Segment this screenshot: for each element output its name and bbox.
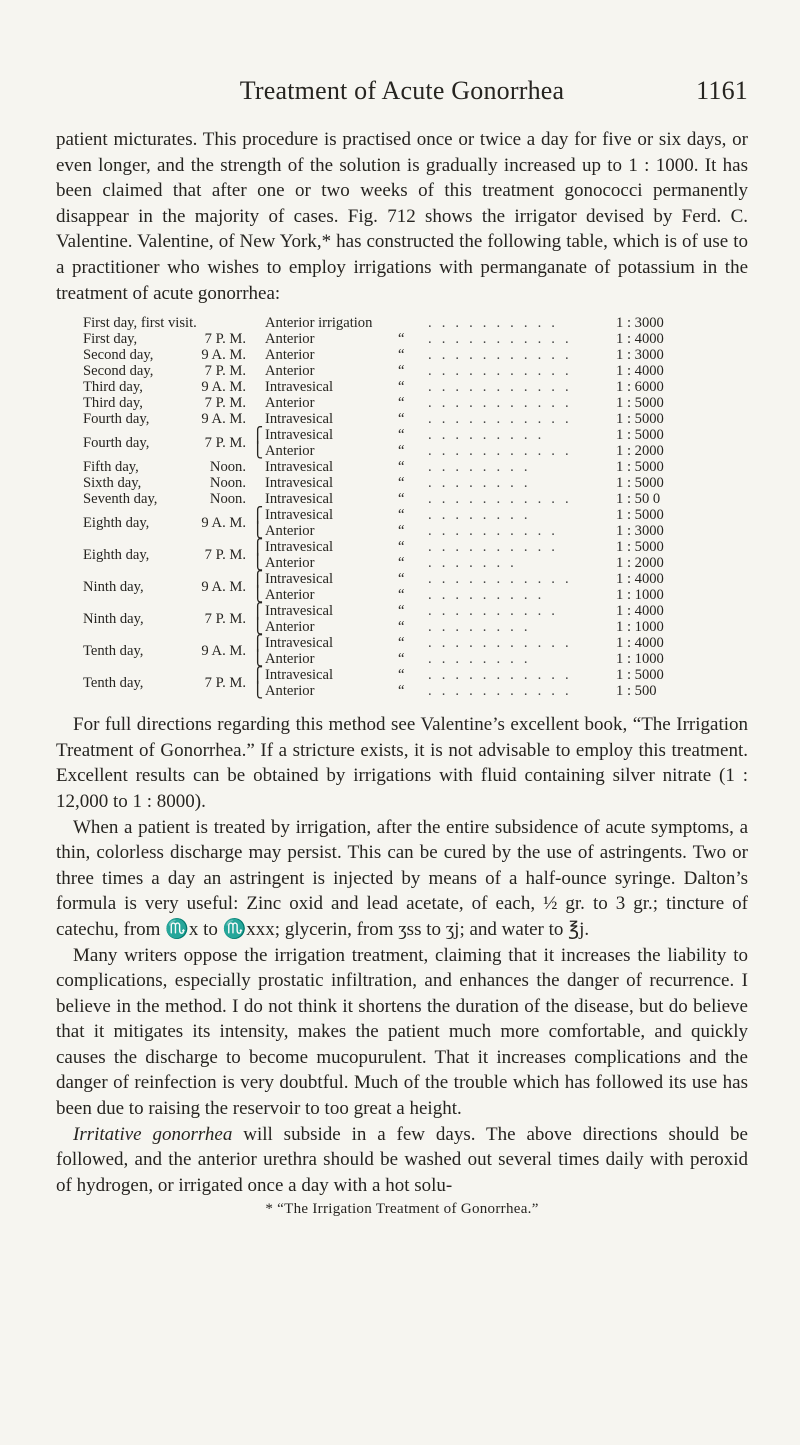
ditto-mark: “ — [398, 379, 405, 396]
route-label: Anterior — [265, 395, 315, 412]
body-paragraph: When a patient is treated by irrigation, after the entire subsidence of acute symptoms, a thin, colorless discharge may persist. This can be cured by the use of astringents. Two or three times a day an astringent is injected by means of a half-ounce syringe. Dalton’s formula is very useful: Zinc oxid and lead acetate, of each, ½ gr. to 3 gr.; tincture of catechu, from ♏x to ♏xxx; glycerin, from ʒss to ʒj; and water to ℥j. — [56, 816, 748, 940]
leader-dots: . . . . . . . . . . . . . . . . . . . — [428, 636, 572, 667]
leader-dots: . . . . . . . . . . . — [428, 492, 572, 508]
route-label: Intravesical — [265, 475, 334, 492]
ditto-mark: “ — [398, 411, 405, 428]
book-page — [56, 76, 748, 1218]
day-label: Seventh day, — [83, 491, 158, 508]
strength-ratio: 1 : 4000 1 : 1000 — [616, 603, 664, 635]
time-label: 7 P. M. — [204, 395, 246, 412]
time-label: 9 A. M. — [201, 579, 246, 596]
day-label: Eighth day, — [83, 515, 150, 532]
ditto-mark: “ “ — [398, 507, 405, 539]
leader-dots: . . . . . . . . . . — [428, 316, 559, 332]
route-label: Intravesical — [265, 459, 334, 476]
brace-glyph: ⎧ ⎩ — [252, 604, 264, 636]
ditto-mark: “ — [398, 331, 405, 348]
ditto-mark: “ “ — [398, 603, 405, 635]
leader-dots: . . . . . . . . . . . . . . . . . . — [428, 508, 559, 539]
route-label: Intravesical Anterior — [265, 571, 334, 603]
day-label: Sixth day, — [83, 475, 142, 492]
table-row — [56, 508, 748, 540]
day-label: First day, first visit. — [83, 315, 197, 332]
brace-glyph: ⎧ ⎩ — [252, 540, 264, 572]
strength-ratio: 1 : 5000 1 : 2000 — [616, 539, 664, 571]
table-row — [56, 348, 748, 364]
time-label: 7 P. M. — [204, 547, 246, 564]
strength-ratio: 1 : 4000 1 : 1000 — [616, 571, 664, 603]
route-label: Intravesical Anterior — [265, 427, 334, 459]
time-label: 7 P. M. — [204, 363, 246, 380]
italic-lead: Irritative gonorrhea — [73, 1123, 233, 1145]
ditto-mark: “ “ — [398, 635, 405, 667]
strength-ratio: 1 : 5000 — [616, 475, 664, 492]
leader-dots: . . . . . . . . . . . . . . . . . . . . — [428, 428, 572, 459]
table-row — [56, 636, 748, 668]
table-row — [56, 492, 748, 508]
table-row — [56, 572, 748, 604]
brace-glyph: ⎧ ⎩ — [252, 636, 264, 668]
footnote: * “The Irrigation Treatment of Gonorrhea.” — [265, 1201, 539, 1218]
day-label: Ninth day, — [83, 611, 144, 628]
brace-glyph: ⎧ ⎩ — [252, 428, 264, 460]
time-label: Noon. — [209, 491, 246, 508]
route-label: Intravesical — [265, 491, 334, 508]
strength-ratio: 1 : 5000 1 : 500 — [616, 667, 664, 699]
route-label: Intravesical Anterior — [265, 667, 334, 699]
ditto-mark: “ — [398, 363, 405, 380]
leader-dots: . . . . . . . . . . . — [428, 348, 572, 364]
table-row — [56, 364, 748, 380]
table-row — [56, 604, 748, 636]
time-label: 7 P. M. — [204, 611, 246, 628]
time-label: 9 A. M. — [201, 347, 246, 364]
time-label: 7 P. M. — [204, 435, 246, 452]
strength-ratio: 1 : 5000 — [616, 459, 664, 476]
time-label: Noon. — [209, 459, 246, 476]
day-label: Tenth day, — [83, 675, 144, 692]
day-label: Ninth day, — [83, 579, 144, 596]
table-row — [56, 396, 748, 412]
ditto-mark: “ — [398, 459, 405, 476]
paragraph-text: will subside in a few days. The above directions should be followed, and the anterior urethra should be washed out several times daily with peroxid of hydrogen, or irrigated once a day with a hot solu- — [56, 1123, 748, 1196]
table-row — [56, 668, 748, 700]
page-number: 1161 — [696, 76, 748, 105]
strength-ratio: 1 : 3000 — [616, 347, 664, 364]
body-paragraph: Many writers oppose the irrigation treatment, claiming that it increases the liability to complications, especially prostatic infiltration, and enhances the danger of recurrence. I believe in the method. I do not think it shortens the duration of the disease, but do believe that it mitigates its intensity, makes the patient much more comfortable, and quickly causes the discharge to become mucopurulent. That it increases complications and the danger of reinfection is very doubtful. Much of the trouble which has followed its use has been due to raising the reservoir to too great a height. — [56, 944, 748, 1120]
time-label: 9 A. M. — [201, 515, 246, 532]
strength-ratio: 1 : 3000 — [616, 315, 664, 332]
time-label: 7 P. M. — [204, 331, 246, 348]
leader-dots: . . . . . . . . — [428, 460, 531, 476]
body-paragraph — [56, 1122, 748, 1199]
day-label: Second day, — [83, 347, 154, 364]
route-label: Intravesical Anterior — [265, 635, 334, 667]
table-row — [56, 380, 748, 396]
table-row — [56, 460, 748, 476]
day-label: Second day, — [83, 363, 154, 380]
leader-dots: . . . . . . . . . . . — [428, 364, 572, 380]
leader-dots: . . . . . . . . . . . . . . . . . . . . . . — [428, 668, 572, 699]
time-label: 9 A. M. — [201, 411, 246, 428]
strength-ratio: 1 : 5000 — [616, 411, 664, 428]
page-title: Treatment of Acute Gonorrhea — [239, 76, 565, 105]
brace-glyph: ⎧ ⎩ — [252, 508, 264, 540]
strength-ratio: 1 : 4000 1 : 1000 — [616, 635, 664, 667]
brace-glyph: ⎧ ⎩ — [252, 572, 264, 604]
day-label: Tenth day, — [83, 643, 144, 660]
strength-ratio: 1 : 5000 1 : 2000 — [616, 427, 664, 459]
strength-ratio: 1 : 5000 1 : 3000 — [616, 507, 664, 539]
strength-ratio: 1 : 5000 — [616, 395, 664, 412]
day-label: Fourth day, — [83, 435, 150, 452]
ditto-mark: “ — [398, 475, 405, 492]
route-label: Intravesical Anterior — [265, 507, 334, 539]
route-label: Intravesical — [265, 379, 334, 396]
route-label: Anterior — [265, 363, 315, 380]
leader-dots: . . . . . . . . . . . . . . . . . . . . — [428, 572, 572, 603]
ditto-mark: “ — [398, 395, 405, 412]
strength-ratio: 1 : 6000 — [616, 379, 664, 396]
leader-dots: . . . . . . . . — [428, 476, 531, 492]
day-label: Fifth day, — [83, 459, 139, 476]
leader-dots: . . . . . . . . . . . — [428, 396, 572, 412]
strength-ratio: 1 : 4000 — [616, 331, 664, 348]
day-label: Third day, — [83, 379, 143, 396]
day-label: Eighth day, — [83, 547, 150, 564]
leader-dots: . . . . . . . . . . . . . . . . . . — [428, 604, 559, 635]
ditto-mark: “ “ — [398, 667, 405, 699]
intro-paragraph: patient micturates. This procedure is practised once or twice a day for five or six days, or even longer, and the strength of the solution is gradually increased up to 1 : 1000. It has been claimed that after one or two weeks of this treatment gonococci permanently disappear in the majority of cases. Fig. 712 shows the irrigator devised by Ferd. C. Valentine. Valentine, of New York,* has constructed the following table, which is of use to a practitioner who wishes to employ irrigations with permanganate of potassium in the treatment of acute gonorrhea: — [56, 129, 748, 304]
ditto-mark: “ — [398, 347, 405, 364]
ditto-mark: “ “ — [398, 571, 405, 603]
day-label: Third day, — [83, 395, 143, 412]
table-row — [56, 316, 748, 332]
route-label: Anterior — [265, 347, 315, 364]
table-row — [56, 412, 748, 428]
time-label: 7 P. M. — [204, 675, 246, 692]
body-paragraph: For full directions regarding this method see Valentine’s excellent book, “The Irrigation Treatment of Gonorrhea.” If a stricture exists, it is not advisable to employ this treatment. Excellent results can be obtained by irrigations with fluid containing silver nitrate (1 : 12,000 to 1 : 8000). — [56, 714, 748, 812]
route-label: Anterior irrigation — [265, 315, 373, 332]
leader-dots: . . . . . . . . . . . — [428, 332, 572, 348]
day-label: First day, — [83, 331, 138, 348]
ditto-mark: “ — [398, 491, 405, 508]
table-row — [56, 332, 748, 348]
ditto-mark: “ “ — [398, 427, 405, 459]
time-label: Noon. — [209, 475, 246, 492]
route-label: Intravesical Anterior — [265, 539, 334, 571]
brace-glyph: ⎧ ⎩ — [252, 668, 264, 700]
table-row — [56, 428, 748, 460]
route-label: Intravesical Anterior — [265, 603, 334, 635]
table-row — [56, 540, 748, 572]
route-label: Anterior — [265, 331, 315, 348]
day-label: Fourth day, — [83, 411, 150, 428]
ditto-mark: “ “ — [398, 539, 405, 571]
leader-dots: . . . . . . . . . . . . . . . . . — [428, 540, 559, 571]
leader-dots: . . . . . . . . . . . — [428, 412, 572, 428]
route-label: Intravesical — [265, 411, 334, 428]
time-label: 9 A. M. — [201, 379, 246, 396]
strength-ratio: 1 : 4000 — [616, 363, 664, 380]
time-label: 9 A. M. — [201, 643, 246, 660]
running-header — [56, 76, 748, 112]
irrigation-schedule-table — [56, 316, 748, 700]
strength-ratio: 1 : 50 0 — [616, 491, 661, 508]
table-row — [56, 476, 748, 492]
leader-dots: . . . . . . . . . . . — [428, 380, 572, 396]
